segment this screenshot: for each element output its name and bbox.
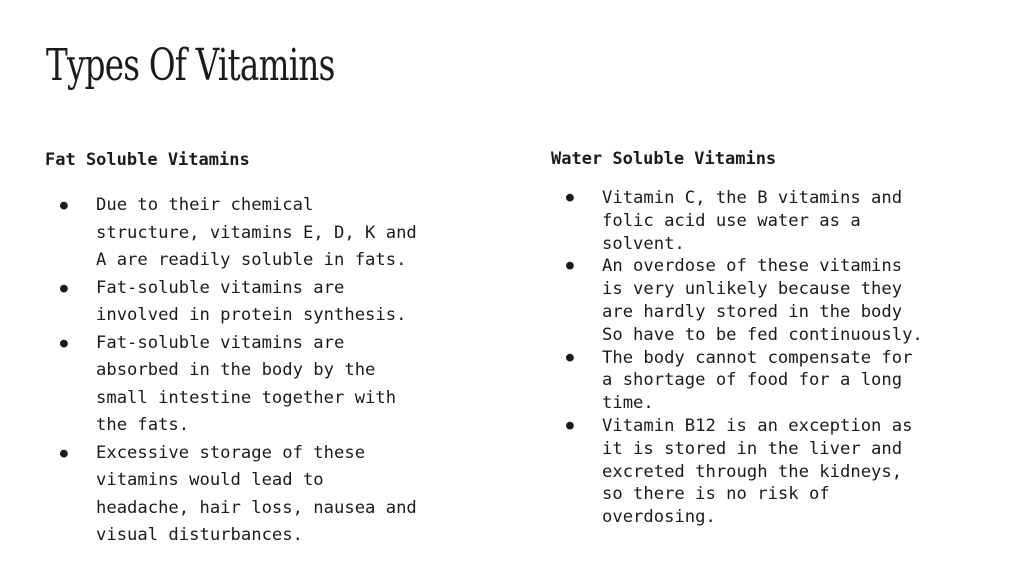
- slide-title: Types Of Vitamins: [46, 40, 335, 91]
- water-soluble-heading: Water Soluble Vitamins: [551, 149, 777, 169]
- list-item: [551, 187, 991, 255]
- bullet-icon: ●: [60, 280, 68, 296]
- fat-soluble-column: [45, 149, 485, 550]
- fat-soluble-heading: Fat Soluble Vitamins: [45, 150, 250, 170]
- list-item: [45, 275, 485, 330]
- water-soluble-list: [551, 187, 991, 529]
- list-item-text: Fat-soluble vitamins are involved in protein synthesis.: [96, 277, 407, 325]
- list-item: [45, 330, 485, 440]
- fat-soluble-list: [45, 192, 485, 550]
- water-soluble-column: [551, 148, 991, 529]
- list-item-text: Due to their chemical structure, vitamins E, D, K and A are readily soluble in fats.: [96, 195, 417, 270]
- list-item-text: The body cannot compensate for a shortage of food for a long time.: [602, 347, 913, 414]
- list-item: [45, 192, 485, 275]
- list-item-text: Vitamin B12 is an exception as it is stored in the liver and excreted through the kidneys, so there is no risk of overdosing.: [602, 415, 913, 528]
- bullet-icon: ●: [566, 417, 574, 433]
- list-item: [45, 440, 485, 550]
- list-item-text: Fat-soluble vitamins are absorbed in the body by the small intestine together with the fats.: [96, 332, 397, 435]
- list-item: [551, 415, 991, 529]
- list-item-text: Vitamin C, the B vitamins and folic acid use water as a solvent.: [602, 188, 903, 254]
- bullet-icon: ●: [60, 335, 68, 351]
- bullet-icon: ●: [566, 190, 574, 205]
- list-item: [551, 347, 991, 415]
- bullet-icon: ●: [566, 258, 574, 274]
- bullet-icon: ●: [60, 198, 68, 213]
- bullet-icon: ●: [566, 349, 574, 365]
- bullet-icon: ●: [60, 445, 68, 461]
- list-item: [551, 255, 991, 346]
- list-item-text: An overdose of these vitamins is very unlikely because they are hardly stored in the body So have to be fed continuously.: [602, 256, 923, 345]
- list-item-text: Excessive storage of these vitamins would lead to headache, hair loss, nausea and visual disturbances.: [96, 442, 417, 545]
